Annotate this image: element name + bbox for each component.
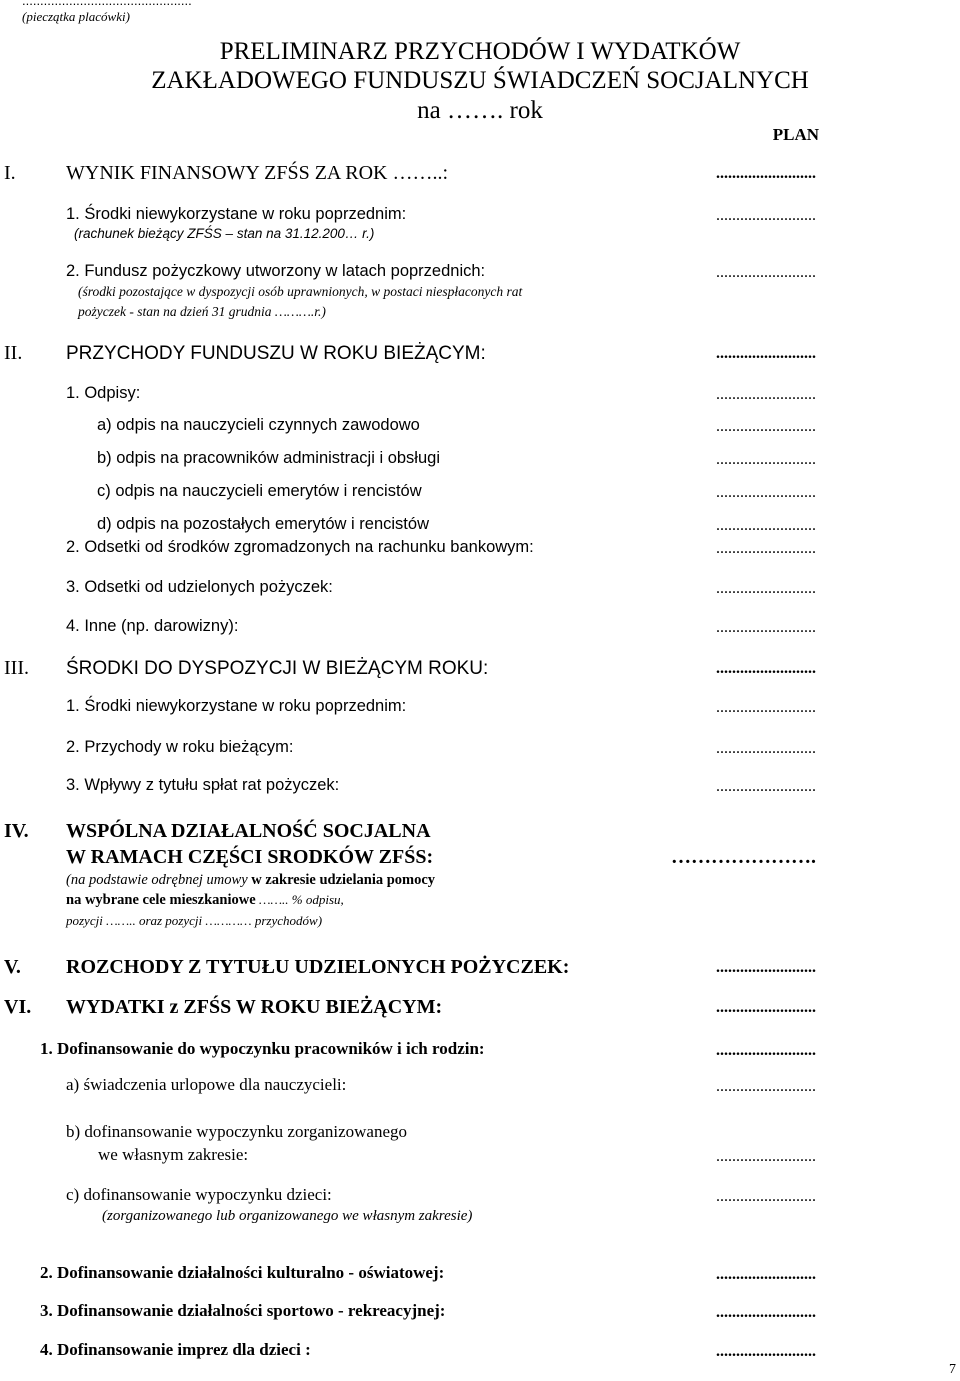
section-3-title: ŚRODKI DO DYSPOZYCJI W BIEŻĄCYM ROKU: <box>66 658 489 679</box>
title-line-1: PRELIMINARZ PRZYCHODÓW I WYDATKÓW <box>219 38 741 65</box>
section-1-item-2-note-1: (środki pozostające w dyspozycji osób uprawnionych, w postaci niespłaconych rat <box>78 284 523 299</box>
section-4-value: …………………. <box>671 846 816 868</box>
title-line-3: na ……. rok <box>417 97 543 124</box>
section-3-item-1-value: ......................... <box>716 699 816 716</box>
section-4-note-2a: na wybrane cele mieszkaniowe <box>66 892 256 908</box>
section-6-item-1: 1. Dofinansowanie do wypoczynku pracowników i ich rodzin: <box>40 1039 485 1058</box>
section-2-item-1d-value: ......................... <box>716 517 816 534</box>
section-4-note-1a: (na podstawie odrębnej umowy <box>66 872 252 888</box>
section-6-item-3-value: ......................... <box>716 1304 816 1321</box>
section-1-item-1: 1. Środki niewykorzystane w roku poprzednim: <box>66 205 407 223</box>
section-4-title-2: W RAMACH CZĘŚCI SRODKÓW ZFŚS: <box>66 846 434 868</box>
section-3-item-1: 1. Środki niewykorzystane w roku poprzednim: <box>66 697 407 715</box>
title-line-2: ZAKŁADOWEGO FUNDUSZU ŚWIADCZEŃ SOCJALNYCH <box>151 67 809 94</box>
section-3-item-2: 2. Przychody w roku bieżącym: <box>66 738 294 756</box>
section-6-item-4: 4. Dofinansowanie imprez dla dzieci : <box>40 1340 311 1359</box>
section-6-item-2: 2. Dofinansowanie działalności kulturalno - oświatowej: <box>40 1263 445 1282</box>
section-2-item-4-value: ......................... <box>716 619 816 636</box>
section-3-item-2-value: ......................... <box>716 740 816 757</box>
section-4-note-3: pozycji …….. oraz pozycji ………… przychodów) <box>66 913 323 928</box>
section-1-item-2-note-2: pożyczek - stan na dzień 31 grudnia ……….r.) <box>78 304 326 319</box>
section-2-item-4: 4. Inne (np. darowizny): <box>66 617 239 635</box>
section-6-item-3: 3. Dofinansowanie działalności sportowo - rekreacyjnej: <box>40 1301 446 1320</box>
section-1-title: WYNIK FINANSOWY ZFŚS ZA ROK ……..: <box>66 162 449 184</box>
section-2-item-3-value: ......................... <box>716 580 816 597</box>
section-4-number: IV. <box>4 820 29 842</box>
section-6-title: WYDATKI z ZFŚS W ROKU BIEŻĄCYM: <box>66 996 443 1018</box>
section-1-value: ......................... <box>716 165 816 182</box>
section-2-item-1: 1. Odpisy: <box>66 384 141 402</box>
section-2-item-1a: a) odpis na nauczycieli czynnych zawodowo <box>97 416 420 434</box>
stamp-label: (pieczątka placówki) <box>22 9 130 24</box>
section-1-item-1-value: ......................... <box>716 207 816 224</box>
section-6-item-2-value: ......................... <box>716 1266 816 1283</box>
section-2-item-1c: c) odpis na nauczycieli emerytów i rencistów <box>97 482 422 500</box>
section-2-item-2-value: ......................... <box>716 540 816 557</box>
section-2-title: PRZYCHODY FUNDUSZU W ROKU BIEŻĄCYM: <box>66 343 486 364</box>
section-4-note-1 <box>66 872 435 889</box>
section-1-item-1-note: (rachunek bieżący ZFŚS – stan na 31.12.200… r.) <box>74 226 375 241</box>
section-6-item-1c-note: (zorganizowanego lub organizowanego we własnym zakresie) <box>102 1208 473 1224</box>
section-6-item-1c-value: ......................... <box>716 1188 816 1205</box>
section-2-item-1b: b) odpis na pracowników administracji i obsługi <box>97 449 440 467</box>
section-2-item-3: 3. Odsetki od udzielonych pożyczek: <box>66 578 333 596</box>
stamp-dots: ............................................... <box>22 0 192 8</box>
section-1-item-2-value: ......................... <box>716 264 816 281</box>
section-4-note-2b: …….. % odpisu, <box>255 892 344 907</box>
plan-label: PLAN <box>772 125 819 144</box>
section-3-item-3-value: ......................... <box>716 778 816 795</box>
section-2-value: ......................... <box>716 345 816 362</box>
section-6-item-1a-value: ......................... <box>716 1078 816 1095</box>
section-2-item-1c-value: ......................... <box>716 484 816 501</box>
section-6-item-4-value: ......................... <box>716 1343 816 1360</box>
section-3-item-3: 3. Wpływy z tytułu spłat rat pożyczek: <box>66 776 340 794</box>
section-4-note-2 <box>66 892 344 909</box>
page-number: 7 <box>949 1362 956 1377</box>
section-2-item-1d: d) odpis na pozostałych emerytów i rencistów <box>97 515 429 533</box>
section-2-item-1b-value: ......................... <box>716 451 816 468</box>
section-4-note-1b: w zakresie udzielania pomocy <box>251 872 436 888</box>
section-6-item-1b-value: ......................... <box>716 1148 816 1165</box>
section-6-item-1a: a) świadczenia urlopowe dla nauczycieli: <box>66 1075 347 1094</box>
section-2-item-1a-value: ......................... <box>716 418 816 435</box>
section-1-item-2: 2. Fundusz pożyczkowy utworzony w latach poprzednich: <box>66 262 486 280</box>
section-6-item-1-value: ......................... <box>716 1042 816 1059</box>
section-2-number: II. <box>4 342 23 364</box>
section-2-item-1-value: ......................... <box>716 386 816 403</box>
section-4-title-1: WSPÓLNA DZIAŁALNOŚĆ SOCJALNA <box>66 820 431 842</box>
section-3-number: III. <box>4 657 29 679</box>
section-1-number: I. <box>4 162 16 184</box>
section-6-number: VI. <box>4 996 32 1018</box>
section-6-value: ......................... <box>716 999 816 1016</box>
section-6-item-1b-line-2: we własnym zakresie: <box>98 1145 249 1164</box>
section-5-number: V. <box>4 956 21 978</box>
section-6-item-1c: c) dofinansowanie wypoczynku dzieci: <box>66 1185 332 1204</box>
section-2-item-2: 2. Odsetki od środków zgromadzonych na rachunku bankowym: <box>66 538 534 556</box>
section-6-item-1b-line-1: b) dofinansowanie wypoczynku zorganizowanego <box>66 1122 407 1141</box>
section-3-value: ......................... <box>716 660 816 677</box>
section-5-value: ......................... <box>716 959 816 976</box>
section-5-title: ROZCHODY Z TYTUŁU UDZIELONYCH POŻYCZEK: <box>66 956 570 978</box>
